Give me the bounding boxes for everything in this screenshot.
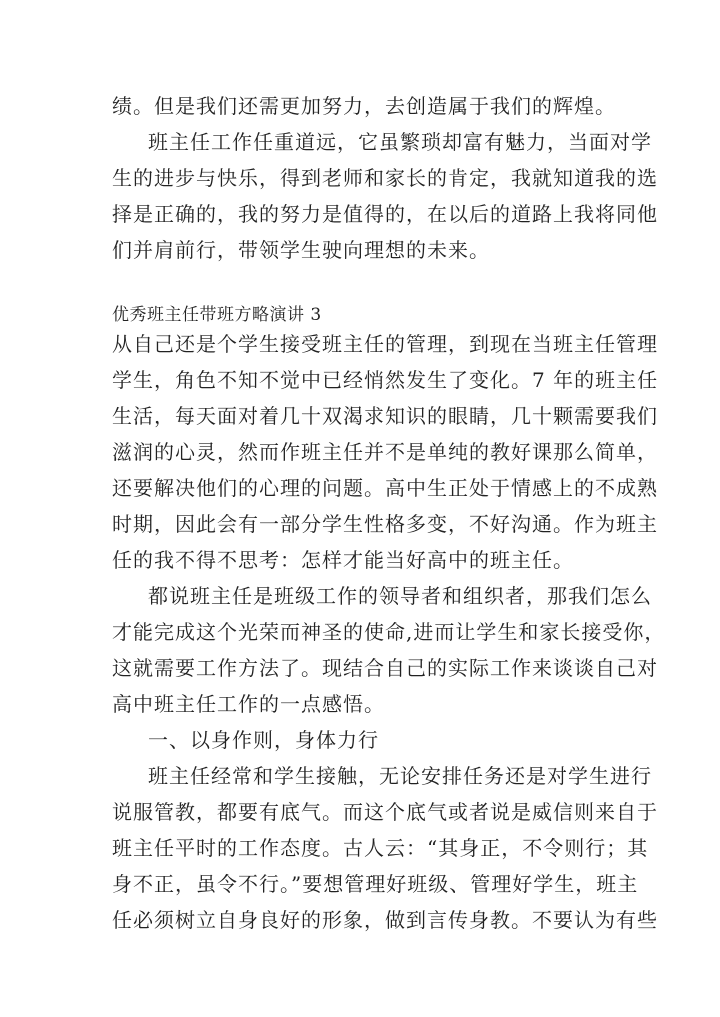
text-line: 班主任工作任重道远，它虽繁琐却富有魅力，当面对学: [148, 130, 652, 154]
text-line: 绩。但是我们还需更加努力，去创造属于我们的辉煌。: [112, 94, 616, 118]
text-line: 班主任平时的工作态度。古人云：“其身正，不令则行；其: [112, 836, 649, 860]
text-line: 还要解决他们的心理的问题。高中生正处于情感上的不成熟: [112, 476, 658, 500]
text-line: 时期，因此会有一部分学生性格多变，不好沟通。作为班主: [112, 512, 658, 536]
text-line: 生活，每天面对着几十双渴求知识的眼睛，几十颗需要我们: [112, 404, 658, 428]
text-line: 才能完成这个光荣而神圣的使命,进而让学生和家长接受你，: [112, 620, 666, 644]
text-line: 任的我不得不思考：怎样才能当好高中的班主任。: [112, 548, 574, 572]
text-line: 这就需要工作方法了。现结合自己的实际工作来谈谈自己对: [112, 656, 658, 680]
text-line: 学生，角色不知不觉中已经悄然发生了变化。7 年的班主任: [112, 368, 659, 392]
text-line: 滋润的心灵，然而作班主任并不是单纯的教好课那么简单，: [112, 440, 658, 464]
text-line: 从自己还是个学生接受班主任的管理，到现在当班主任管理: [112, 332, 658, 356]
text-line: 生的进步与快乐，得到老师和家长的肯定，我就知道我的选: [112, 166, 658, 190]
text-line: 择是正确的，我的努力是值得的，在以后的道路上我将同他: [112, 202, 658, 226]
text-line: 都说班主任是班级工作的领导者和组织者，那我们怎么: [148, 584, 652, 608]
text-line: 班主任经常和学生接触，无论安排任务还是对学生进行: [148, 764, 652, 788]
text-line: 身不正，虽令不行。”要想管理好班级、管理好学生，班主: [112, 872, 639, 896]
text-line: 任必须树立自身良好的形象，做到言传身教。不要认为有些: [112, 908, 658, 932]
text-line: 说服管教，都要有底气。而这个底气或者说是威信则来自于: [112, 800, 658, 824]
text-line: 们并肩前行，带领学生驶向理想的未来。: [112, 238, 490, 262]
subheading: 一、以身作则，身体力行: [148, 728, 379, 752]
section-heading: 优秀班主任带班方略演讲 3: [112, 305, 322, 325]
text-line: 高中班主任工作的一点感悟。: [112, 692, 385, 716]
